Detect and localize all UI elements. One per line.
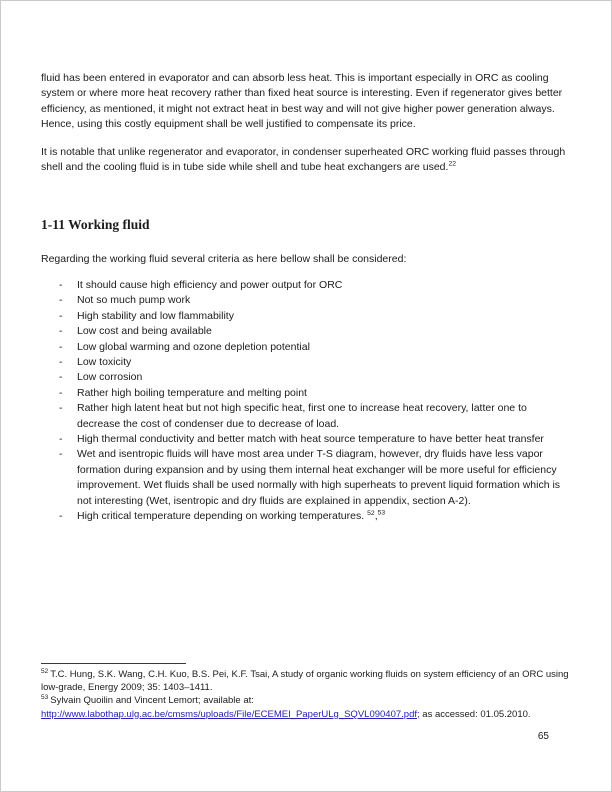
footnote-number: 52 [41,667,49,675]
list-dash-marker: - [59,386,63,399]
list-item [41,370,570,385]
list-item-text: Wet and isentropic fluids will have most area under T-S diagram, however, dry fluids have less vapor formation during expansion and by using them internal heat exchanger will be more useful for efficiency improvement. Wet fluids shall be used normally with high superheats to prevent liquid formation which is not interesting (Wet, isentropic and dry fluids are explained in appendix, section A-2). [77,448,561,507]
footnote-ref-52: 52 [367,509,375,517]
refs-separator: , [374,510,378,523]
list-dash-marker: - [59,309,63,322]
list-item [41,309,570,324]
list-item [41,401,570,432]
list-item-text: It should cause high efficiency and power output for ORC [77,279,343,291]
list-dash-marker: - [59,433,63,446]
list-item [41,278,570,293]
list-item [41,355,570,370]
footnote-53 [41,694,570,720]
paragraph-cooling-fluid [41,71,570,133]
list-dash-marker: - [59,340,63,353]
list-item-text: Low cost and being available [77,325,212,338]
list-dash-marker: - [59,402,63,415]
list-item [41,293,570,308]
list-dash-marker: - [59,510,63,523]
list-item-text: Rather high latent heat but not high specific heat, first one to increase heat recovery, latter one to decrease the cost of condenser due to decrease of load. [77,402,527,430]
footnote-access-date: as accessed: 01.05.2010. [419,708,531,720]
footnote-url-link[interactable]: http://www.labothap.ulg.ac.be/cmsms/uploads/File/ECEMEI_PaperULg_SQVL090407.pdf; [41,708,420,720]
list-item [41,340,570,355]
footnote-number: 53 [41,694,49,702]
list-item-text: Not so much pump work [77,294,191,307]
list-item-text: Low global warming and ozone depletion potential [77,340,310,353]
section-intro: Regarding the working fluid several criteria as here bellow shall be considered: [41,253,407,265]
list-item [41,509,570,524]
list-item [41,447,570,509]
paragraph-text: It is notable that unlike regenerator and evaporator, in condenser superheated ORC working fluid passes through shell and the cooling fluid is in tube side while shell and tube heat exchangers are used. [41,146,566,174]
list-item-text: High stability and low flammability [77,309,234,322]
footnotes-section [41,668,570,721]
list-item-text: High thermal conductivity and better match with heat source temperature to have better heat transfer [77,433,544,446]
paragraph-text: fluid has been entered in evaporator and can absorb less heat. This is important especially in ORC as cooling system or where more heat recovery rather than fixed heat source is interesting. Even if regenerator gives better efficiency, as mentioned, it might not extract heat in best way and will not give higher power generation always. Hence, using this costly equipment shall be well justified to compensate its price. [41,72,563,131]
page-number: 65 [537,731,549,742]
list-item [41,324,570,339]
list-dash-marker: - [59,371,63,384]
section-heading: 1-11 Working fluid [41,217,150,233]
footnote-ref-53: 53 [377,509,386,517]
list-item [41,432,570,447]
list-item-text: Low toxicity [77,356,132,369]
paragraph-condenser-note [41,145,570,176]
footnote-text: T.C. Hung, S.K. Wang, C.H. Kuo, B.S. Pei, K.F. Tsai, A study of organic working fluids on system efficiency of an ORC using low-grade, Energy 2009; 35: 1403–1411. [41,669,569,694]
footnote-ref-22: 22 [448,160,456,168]
list-dash-marker: - [59,325,63,338]
list-item-text: High critical temperature depending on working temperatures. [77,510,365,523]
footnote-separator-rule [41,663,186,664]
criteria-list [41,278,570,525]
list-dash-marker: - [59,448,63,461]
list-item-text: Rather high boiling temperature and melting point [77,386,307,399]
list-dash-marker: - [59,279,63,291]
list-dash-marker: - [59,294,63,307]
list-item [41,386,570,401]
footnote-text: Sylvain Quoilin and Vincent Lemort; available at: [50,695,254,707]
list-item-text: Low corrosion [77,371,143,384]
footnote-52 [41,668,570,694]
list-dash-marker: - [59,356,63,369]
